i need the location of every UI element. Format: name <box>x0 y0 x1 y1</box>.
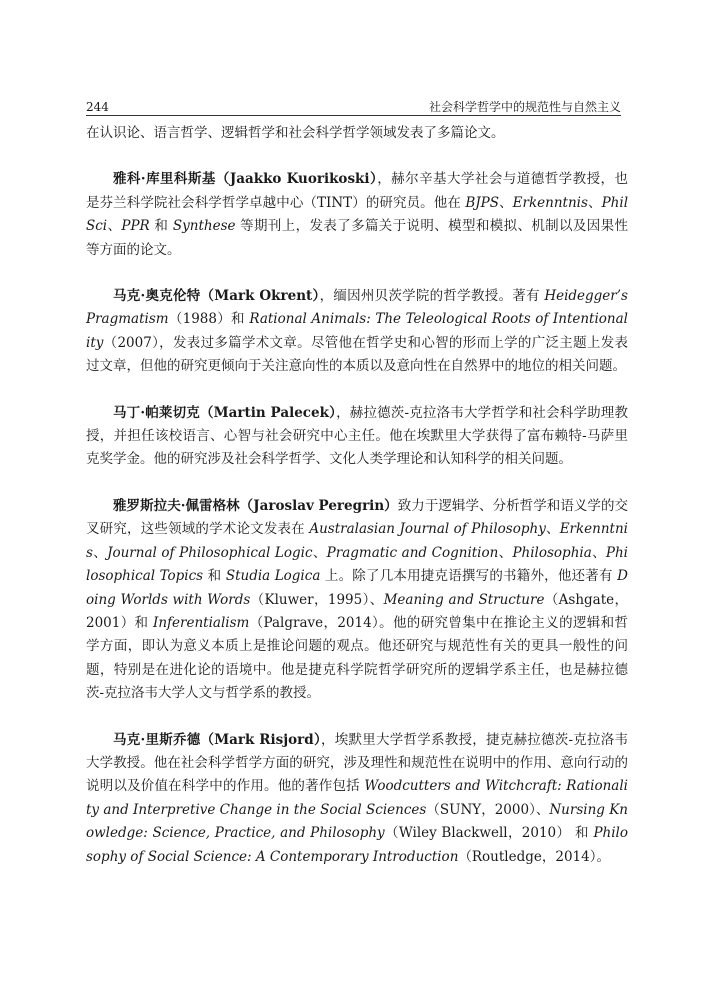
journal-title: Synthese <box>172 218 236 235</box>
bio-okrent: 马克·奥克伦特（Mark Okrent），缅因州贝茨学院的哲学教授。著有 Heidegger’s Pragmatism（1988）和 Rational Animals: The Teleological Roots of Intentionality（2007），发表过多篇学术文章。尽管他在哲学史和心智的形而上学的广泛主题上发表过文章，但他的研究更倾向于关注意向性的本质以及意向性在自然界中的地位的相关问题。 <box>86 288 628 375</box>
journal-title: PhilSci <box>86 194 629 235</box>
running-title: 社会科学哲学中的规范性与自然主义 <box>428 100 621 114</box>
running-header <box>86 89 621 115</box>
book-title: Rational Animals: The Teleological Roots of Intentionality <box>86 311 628 351</box>
page-body <box>86 122 628 869</box>
bio-kuorikoski: 雅科·库里科斯基（Jaakko Kuorikoski），赫尔辛基大学社会与道德哲学教授，也是芬兰科学院社会科学哲学卓越中心（TINT）的研究员。他在 BJPS、Erkenntnis、PhilSci、PPR 和 Synthese 等期刊上，发表了多篇关于说明、模型和模拟、机制以及因果性等方面的论文。 <box>86 171 629 258</box>
author-name: 马克·里斯乔德（Mark Risjord） <box>113 731 321 748</box>
journal-title: Journal of Philosophical Logic <box>107 544 313 561</box>
author-name: 马丁·帕莱切克（Martin Palecek） <box>113 404 337 421</box>
journal-title: PPR <box>121 218 150 235</box>
author-name: 雅罗斯拉夫·佩雷格林（Jaroslav Peregrin） <box>113 497 398 514</box>
journal-title: Philosophical Topics <box>86 544 628 585</box>
journal-title: Erkenntnis <box>512 194 588 211</box>
bio-peregrin: 雅罗斯拉夫·佩雷格林（Jaroslav Peregrin）致力于逻辑学、分析哲学和语义学的交叉研究，这些领域的学术论文发表在 Australasian Journal of Philosophy、Erkenntnis、Journal of Philosophical Logic、Pragmatic and Cognition、Philosophia、Philosophical Topics 和 Studia Logica 上。除了几本用捷克语撰写的书籍外，他还著有 Doing Worlds with Words（Kluwer，1995）、Meaning and Structure（Ashgate，2001）和 Inferentialism（Palgrave，2014）。他的研究曾集中在推论主义的逻辑和哲学方面，即认为意义本质上是推论问题的观点。他还研究与规范性有关的更具一般性的问题，特别是在进化论的语境中。他是捷克科学院哲学研究所的逻辑学系主任，也是赫拉德茨-克拉洛韦大学人文与哲学系的教授。 <box>86 497 629 702</box>
journal-title: BJPS <box>465 194 499 211</box>
author-name: 雅科·库里科斯基（Jaakko Kuorikoski） <box>113 171 378 188</box>
book-title: Woodcutters and Witchcraft: Rationality and Interpretive Change in the Social Sciences <box>86 778 628 818</box>
book-title: Inferentialism <box>153 614 250 631</box>
book-title: Meaning and Structure <box>383 591 545 608</box>
author-name: 马克·奥克伦特（Mark Okrent） <box>113 288 320 305</box>
journal-title: Philosophia <box>512 544 592 561</box>
book-title: Nursing Knowledge: Science, Practice, and Philosophy <box>86 801 628 842</box>
journal-title: Erkenntnis <box>86 521 628 561</box>
header-rule <box>86 115 621 116</box>
page-number: 244 <box>86 100 109 114</box>
journal-title: Studia Logica <box>225 568 321 585</box>
journal-title: Australasian Journal of Philosophy <box>309 521 546 538</box>
journal-title: Pragmatic and Cognition <box>326 544 499 561</box>
bio-risjord: 马克·里斯乔德（Mark Risjord），埃默里大学哲学系教授，捷克赫拉德茨-克拉洛韦大学教授。他在社会科学哲学方面的研究，涉及理性和规范性在说明中的作用、意向行动的说明以及价值在科学中的作用。他的著作包括 Woodcutters and Witchcraft: Rationality and Interpretive Change in the Social Sciences（SUNY，2000）、Nursing Knowledge: Science, Practice, and Philosophy（Wiley Blackwell，2010） 和 Philosophy of Social Science: A Contemporary Introduction（Routledge，2014）。 <box>86 731 629 865</box>
bio-palecek: 马丁·帕莱切克（Martin Palecek），赫拉德茨-克拉洛韦大学哲学和社会科学助理教授，并担任该校语言、心智与社会研究中心主任。他在埃默里大学获得了富布赖特-马萨里克奖学金。他的研究涉及社会科学哲学、文化人类学理论和认知科学的相关问题。 <box>86 404 628 468</box>
book-title: Philosophy of Social Science: A Contemporary Introduction <box>86 825 628 865</box>
paragraph-continuation: 在认识论、语言哲学、逻辑哲学和社会科学哲学领域发表了多篇论文。 <box>86 125 505 141</box>
book-title: Doing Worlds with Words <box>86 568 628 608</box>
book-title: Heidegger’s Pragmatism <box>86 288 628 328</box>
